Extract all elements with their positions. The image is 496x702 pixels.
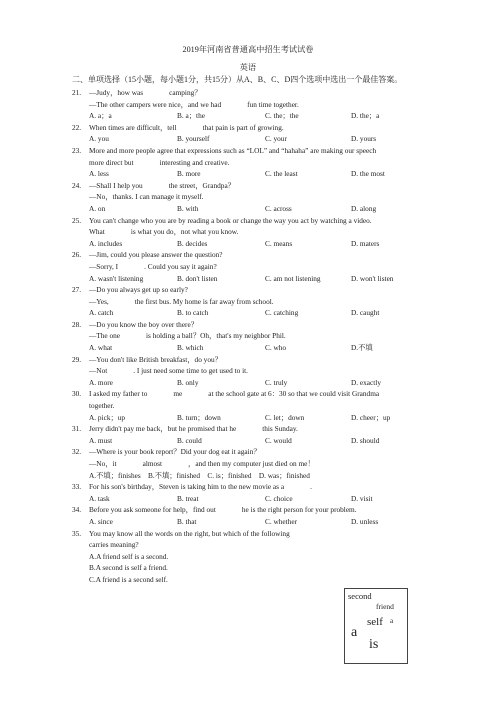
text-segment: is holding a ball？Oh，that's my neighbor Phil. [146, 331, 286, 341]
answer-options [72, 203, 456, 215]
option-C: C. across [265, 203, 292, 213]
text-segment: this Sunday. [262, 424, 298, 434]
option-A: A. wasn't listening [89, 273, 144, 283]
question-line [72, 296, 456, 308]
text-segment: Before you ask someone for help，find out [89, 505, 216, 515]
option-B: B. more [177, 169, 201, 179]
question-number: 28. [72, 319, 82, 329]
question-stem-row [72, 284, 456, 296]
subject-heading: 英语 [239, 63, 257, 72]
option-B: B. could [177, 435, 202, 445]
text-segment: I asked my father to [89, 389, 148, 399]
text-segment: —Yes, [89, 296, 109, 306]
text-segment: together. [89, 401, 115, 411]
question-21 [72, 87, 456, 122]
question-stem-row [72, 319, 456, 331]
question-stem-row [72, 354, 456, 366]
answer-options [72, 516, 456, 528]
question-line [72, 551, 456, 563]
option-D: D. the；a [351, 111, 380, 121]
text-segment: —Do you always get up so early? [89, 285, 188, 295]
question-stem [89, 504, 456, 516]
question-number: 25. [72, 215, 82, 225]
option-B: B. don't listen [177, 273, 218, 283]
question-29 [72, 354, 456, 389]
question-30 [72, 388, 456, 423]
option-B: B. with [177, 203, 199, 213]
answer-options [72, 435, 456, 447]
question-line [72, 99, 456, 111]
answer-options [72, 110, 456, 122]
text-segment: You can't change who you are by reading a book or change the way you act by watching a video. [89, 215, 372, 225]
answer-options [72, 412, 456, 424]
question-stem [89, 354, 456, 366]
question-stem-row [72, 423, 456, 435]
text-segment: What [89, 227, 105, 237]
text-segment: me [173, 389, 183, 399]
text-segment: —Do you know the boy over there？ [89, 319, 199, 329]
question-number: 31. [72, 424, 82, 434]
text-segment: —No，thanks. I can manage it myself. [89, 192, 204, 202]
option-D: D. exactly [351, 377, 381, 387]
text-segment: For his son's birthday，Steven is taking him to the new movie as a [89, 482, 285, 492]
question-line [72, 330, 456, 342]
text-segment: A.不填；finishes B.不填；finished C. is；finished D. was；finished [89, 470, 310, 480]
text-segment: carries meaning? [89, 540, 139, 550]
question-35 [72, 528, 456, 586]
question-26 [72, 249, 456, 284]
option-C: C. catching [265, 308, 299, 318]
text-segment: —You don't like British breakfast，do you？ [89, 354, 222, 364]
option-A: A. more [89, 377, 113, 387]
option-C: C. the least [265, 169, 298, 179]
text-segment: at the school gate at 6：30 so that we could visit Grandma [208, 389, 380, 399]
question-33 [72, 481, 456, 504]
text-segment: . Could you say it again? [144, 261, 217, 271]
option-B: B. decides [177, 238, 208, 248]
question-stem [89, 388, 456, 400]
answer-options [72, 133, 456, 145]
question-stem [89, 319, 456, 331]
question-stem-row [72, 446, 456, 458]
question-stem [89, 284, 456, 296]
question-line [72, 470, 456, 482]
option-A: A. less [89, 169, 109, 179]
option-B: B. a；the [177, 111, 205, 121]
question-22 [72, 122, 456, 145]
question-stem-row [72, 528, 456, 540]
answer-options [72, 307, 456, 319]
text-segment: . I just need some time to get used to it. [133, 366, 248, 376]
answer-options [72, 168, 456, 180]
option-C: C. am not listening [265, 273, 321, 283]
text-segment: fun time together. [247, 99, 299, 109]
option-A: A. catch [89, 308, 114, 318]
question-stem [89, 423, 456, 435]
question-line [72, 400, 456, 412]
text-segment: C.A friend is a second self. [89, 574, 168, 584]
option-A: A. since [89, 516, 113, 526]
answer-options [72, 238, 456, 250]
question-stem-row [72, 481, 456, 493]
text-segment: Jerry didn't pay me back，but he promised that he [89, 424, 237, 434]
text-segment: —Judy，how was [89, 88, 144, 97]
option-A: A. on [89, 203, 106, 213]
question-number: 22. [72, 122, 82, 132]
question-number: 30. [72, 389, 82, 399]
option-C: C. whether [265, 516, 298, 526]
question-stem [89, 122, 456, 134]
option-D: D. cheer；up [351, 412, 391, 422]
option-C: C. choice [265, 493, 293, 503]
answer-options [72, 377, 456, 389]
option-C: C. truly [265, 377, 288, 387]
option-B: B. treat [177, 493, 199, 503]
option-D: D.不填 [351, 343, 373, 353]
question-line [72, 191, 456, 203]
question-stem [89, 87, 456, 99]
option-B: B. turn；down [177, 412, 221, 422]
question-24 [72, 180, 456, 215]
text-segment: the first bus. My home is far away from school. [134, 296, 274, 306]
text-segment: . [310, 482, 312, 492]
option-D: D. caught [351, 308, 380, 318]
text-segment: —Not [89, 366, 108, 376]
question-32 [72, 446, 456, 481]
question-stem-row [72, 215, 456, 227]
text-segment: More and more people agree that expressions such as “LOL” and “hahaha” are making our speech [89, 145, 377, 155]
answer-options [72, 273, 456, 285]
question-stem-row [72, 180, 456, 192]
option-B: B. yourself [177, 134, 210, 144]
text-segment: more direct but [89, 157, 134, 167]
question-number: 24. [72, 180, 82, 190]
figure-word-self: self [367, 616, 383, 628]
text-segment: the street，Grandpa？ [168, 180, 235, 190]
question-line [72, 458, 456, 470]
option-B: B. that [177, 516, 197, 526]
text-segment: —Shall I help you [89, 180, 143, 190]
section-instructions: 二、单项选择（15小题，每小题1分，共15分）从A、B、C、D四个选项中选出一个最佳答案。 [72, 75, 403, 84]
text-segment: B.A second is self a friend. [89, 563, 168, 573]
word-puzzle-figure [344, 588, 408, 664]
text-segment: You may know all the words on the right, but which of the following [89, 528, 290, 538]
option-A: A. includes [89, 238, 123, 248]
text-segment: that pain is part of growing. [202, 122, 284, 132]
text-segment: —Jim, could you please answer the question? [89, 250, 223, 260]
figure-word-a-large: a [351, 625, 358, 640]
question-23 [72, 145, 456, 180]
question-line [72, 574, 456, 586]
question-number: 23. [72, 145, 82, 155]
option-C: C. your [265, 134, 287, 144]
option-D: D. unless [351, 516, 379, 526]
question-stem [89, 249, 456, 261]
question-line [72, 226, 456, 238]
option-B: B. which [177, 343, 204, 353]
text-segment: —Where is your book report？Did your dog eat it again？ [89, 447, 261, 457]
question-line [72, 365, 456, 377]
option-D: D. maters [351, 238, 380, 248]
question-28 [72, 319, 456, 354]
option-A: A. you [89, 134, 109, 144]
text-segment: almost [142, 459, 163, 468]
option-B: B. to catch [177, 308, 209, 318]
text-segment: When times are difficult，tell [89, 122, 177, 132]
figure-word-is: is [369, 637, 379, 652]
figure-word-second: second [348, 591, 372, 601]
question-stem-row [72, 87, 456, 99]
question-number: 34. [72, 505, 82, 515]
question-27 [72, 284, 456, 319]
text-segment: —Sorry, I [89, 261, 119, 271]
figure-word-friend: friend [376, 602, 394, 611]
option-A: A. must [89, 435, 113, 445]
option-D: D. the most [351, 169, 385, 179]
option-A: A. what [89, 343, 113, 353]
question-number: 26. [72, 250, 82, 260]
question-stem-row [72, 388, 456, 400]
option-A: A. pick；up [89, 412, 126, 422]
option-A: A. a；a [89, 111, 112, 121]
text-segment: he is the right person for your problem. [241, 505, 357, 515]
option-D: D. should [351, 435, 380, 445]
option-C: C. means [265, 238, 293, 248]
question-line [72, 562, 456, 574]
question-number: 35. [72, 528, 82, 538]
text-segment: —No，it [89, 459, 117, 468]
question-number: 29. [72, 354, 82, 364]
text-segment: interesting and creative. [159, 157, 230, 167]
text-segment: ，and then my computer just died on me！ [188, 459, 315, 468]
text-segment: camping？ [169, 88, 202, 97]
figure-word-a-small: a [390, 617, 394, 625]
question-stem-row [72, 504, 456, 516]
option-C: C. let；down [265, 412, 305, 422]
exam-title: 2019年河南省普通高中招生考试试卷 [182, 45, 314, 54]
option-D: D. along [351, 203, 377, 213]
question-stem [89, 215, 456, 227]
question-stem [89, 145, 456, 157]
option-C: C. would [265, 435, 292, 445]
question-stem [89, 481, 456, 493]
option-C: C. who [265, 343, 287, 353]
question-number: 21. [72, 88, 82, 97]
question-number: 27. [72, 285, 82, 295]
question-stem [89, 180, 456, 192]
question-list [72, 87, 456, 586]
answer-options [72, 342, 456, 354]
question-line [72, 261, 456, 273]
question-stem [89, 446, 456, 458]
option-C: C. the；the [265, 111, 299, 121]
text-segment: —The other campers were nice，and we had [89, 99, 222, 109]
option-B: B. only [177, 377, 199, 387]
question-line [72, 157, 456, 169]
option-D: D. yours [351, 134, 377, 144]
question-number: 33. [72, 482, 82, 492]
question-stem-row [72, 249, 456, 261]
text-segment: is what you do，not what you know. [130, 227, 239, 237]
question-line [72, 539, 456, 551]
question-31 [72, 423, 456, 446]
option-A: A. task [89, 493, 110, 503]
question-34 [72, 504, 456, 527]
text-segment: —The one [89, 331, 121, 341]
question-stem-row [72, 145, 456, 157]
question-stem [89, 528, 456, 540]
question-25 [72, 215, 456, 250]
option-D: D. visit [351, 493, 373, 503]
option-D: D. won't listen [351, 273, 394, 283]
text-segment: A.A friend self is a second. [89, 551, 169, 561]
question-number: 32. [72, 447, 82, 457]
answer-options [72, 493, 456, 505]
question-stem-row [72, 122, 456, 134]
